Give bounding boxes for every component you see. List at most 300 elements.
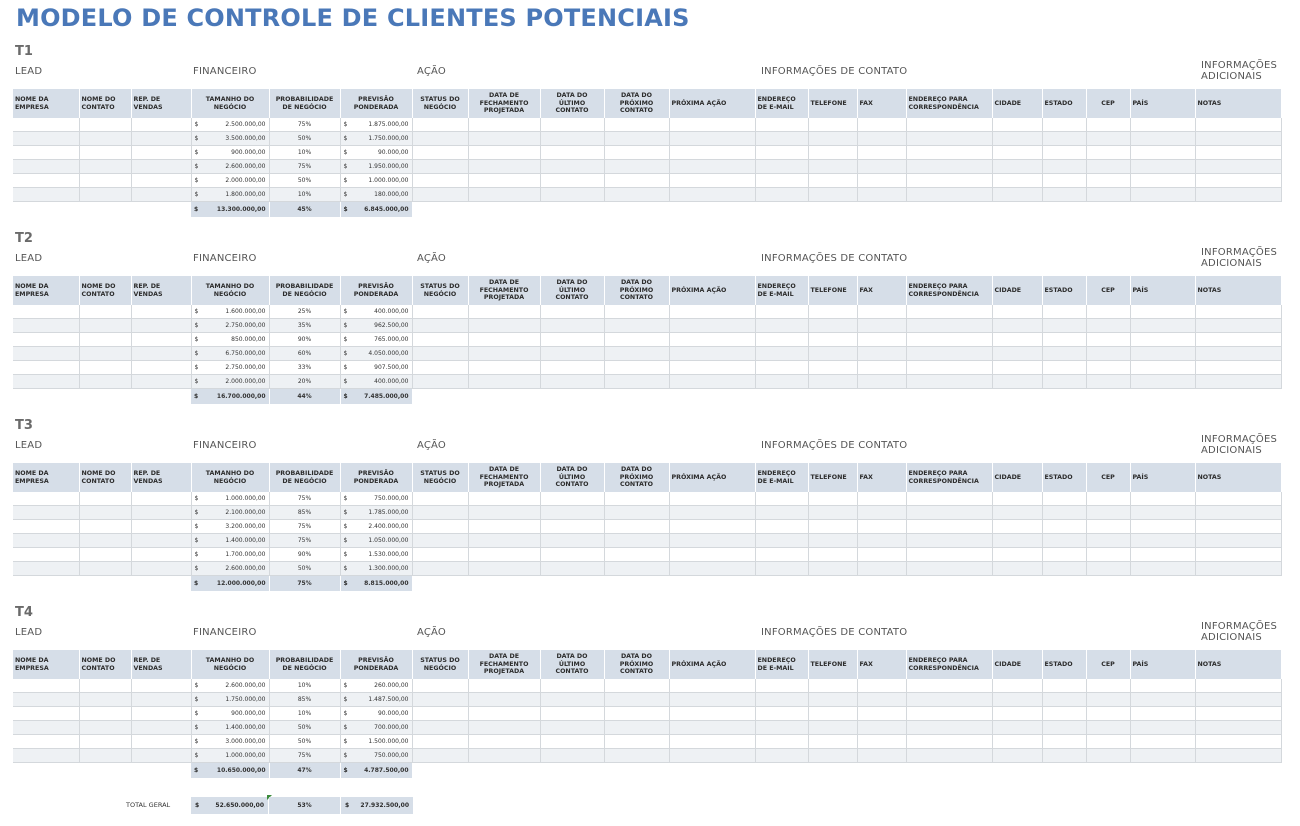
status-cell[interactable] bbox=[412, 375, 468, 389]
contact-cell[interactable] bbox=[79, 118, 131, 132]
sales-rep-cell[interactable] bbox=[131, 707, 191, 721]
contact-cell[interactable] bbox=[79, 679, 131, 693]
next-contact-cell[interactable] bbox=[604, 707, 669, 721]
deal-size-cell[interactable] bbox=[191, 492, 269, 506]
column-header-last-contact[interactable]: DATA DO ÚLTIMO CONTATO bbox=[540, 463, 604, 492]
column-header-company[interactable]: NOME DA EMPRESA bbox=[13, 463, 79, 492]
city-cell[interactable] bbox=[992, 146, 1042, 160]
status-cell[interactable] bbox=[412, 548, 468, 562]
state-cell[interactable] bbox=[1042, 333, 1086, 347]
fax-cell[interactable] bbox=[857, 520, 906, 534]
deal-size-cell[interactable] bbox=[191, 721, 269, 735]
notes-cell[interactable] bbox=[1195, 132, 1281, 146]
company-cell[interactable] bbox=[13, 679, 79, 693]
country-cell[interactable] bbox=[1130, 506, 1195, 520]
company-cell[interactable] bbox=[13, 693, 79, 707]
column-header-next-contact[interactable]: DATA DO PRÓXIMO CONTATO bbox=[604, 89, 669, 118]
email-cell[interactable] bbox=[755, 146, 808, 160]
total-forecast-cell[interactable] bbox=[340, 202, 412, 218]
phone-cell[interactable] bbox=[808, 721, 857, 735]
fax-cell[interactable] bbox=[857, 188, 906, 202]
total-forecast-cell[interactable] bbox=[340, 763, 412, 779]
fax-cell[interactable] bbox=[857, 160, 906, 174]
mail-address-cell[interactable] bbox=[906, 735, 992, 749]
notes-cell[interactable] bbox=[1195, 492, 1281, 506]
next-action-cell[interactable] bbox=[669, 146, 755, 160]
column-header-last-contact[interactable]: DATA DO ÚLTIMO CONTATO bbox=[540, 276, 604, 305]
city-cell[interactable] bbox=[992, 520, 1042, 534]
email-cell[interactable] bbox=[755, 347, 808, 361]
next-contact-cell[interactable] bbox=[604, 118, 669, 132]
forecast-cell[interactable] bbox=[340, 693, 412, 707]
deal-size-cell[interactable] bbox=[191, 146, 269, 160]
column-header-city[interactable]: CIDADE bbox=[992, 89, 1042, 118]
forecast-cell[interactable] bbox=[340, 707, 412, 721]
next-contact-cell[interactable] bbox=[604, 749, 669, 763]
phone-cell[interactable] bbox=[808, 188, 857, 202]
phone-cell[interactable] bbox=[808, 375, 857, 389]
close-date-cell[interactable] bbox=[468, 707, 540, 721]
close-date-cell[interactable] bbox=[468, 188, 540, 202]
contact-cell[interactable] bbox=[79, 160, 131, 174]
sales-rep-cell[interactable] bbox=[131, 347, 191, 361]
zip-cell[interactable] bbox=[1086, 735, 1130, 749]
sales-rep-cell[interactable] bbox=[131, 749, 191, 763]
last-contact-cell[interactable] bbox=[540, 562, 604, 576]
column-header-company[interactable]: NOME DA EMPRESA bbox=[13, 650, 79, 679]
close-date-cell[interactable] bbox=[468, 118, 540, 132]
column-header-phone[interactable]: TELEFONE bbox=[808, 89, 857, 118]
column-header-company[interactable]: NOME DA EMPRESA bbox=[13, 276, 79, 305]
probability-cell[interactable]: 10% bbox=[269, 146, 340, 160]
email-cell[interactable] bbox=[755, 305, 808, 319]
email-cell[interactable] bbox=[755, 534, 808, 548]
sales-rep-cell[interactable] bbox=[131, 492, 191, 506]
contact-cell[interactable] bbox=[79, 562, 131, 576]
forecast-cell[interactable] bbox=[340, 333, 412, 347]
sales-rep-cell[interactable] bbox=[131, 160, 191, 174]
column-header-next-contact[interactable]: DATA DO PRÓXIMO CONTATO bbox=[604, 650, 669, 679]
deal-size-cell[interactable] bbox=[191, 693, 269, 707]
country-cell[interactable] bbox=[1130, 707, 1195, 721]
email-cell[interactable] bbox=[755, 132, 808, 146]
next-contact-cell[interactable] bbox=[604, 188, 669, 202]
probability-cell[interactable]: 75% bbox=[269, 520, 340, 534]
mail-address-cell[interactable] bbox=[906, 118, 992, 132]
notes-cell[interactable] bbox=[1195, 506, 1281, 520]
sales-rep-cell[interactable] bbox=[131, 506, 191, 520]
city-cell[interactable] bbox=[992, 174, 1042, 188]
city-cell[interactable] bbox=[992, 319, 1042, 333]
mail-address-cell[interactable] bbox=[906, 132, 992, 146]
sales-rep-cell[interactable] bbox=[131, 534, 191, 548]
forecast-cell[interactable] bbox=[340, 679, 412, 693]
state-cell[interactable] bbox=[1042, 749, 1086, 763]
column-header-deal-size[interactable]: TAMANHO DO NEGÓCIO bbox=[191, 89, 269, 118]
email-cell[interactable] bbox=[755, 492, 808, 506]
contact-cell[interactable] bbox=[79, 347, 131, 361]
column-header-deal-size[interactable]: TAMANHO DO NEGÓCIO bbox=[191, 276, 269, 305]
next-contact-cell[interactable] bbox=[604, 375, 669, 389]
column-header-sales-rep[interactable]: REP. DE VENDAS bbox=[131, 89, 191, 118]
sales-rep-cell[interactable] bbox=[131, 305, 191, 319]
city-cell[interactable] bbox=[992, 188, 1042, 202]
forecast-cell[interactable] bbox=[340, 361, 412, 375]
forecast-cell[interactable] bbox=[340, 492, 412, 506]
mail-address-cell[interactable] bbox=[906, 160, 992, 174]
deal-size-cell[interactable] bbox=[191, 506, 269, 520]
forecast-cell[interactable] bbox=[340, 118, 412, 132]
company-cell[interactable] bbox=[13, 132, 79, 146]
deal-size-cell[interactable] bbox=[191, 735, 269, 749]
company-cell[interactable] bbox=[13, 160, 79, 174]
column-header-status[interactable]: STATUS DO NEGÓCIO bbox=[412, 276, 468, 305]
zip-cell[interactable] bbox=[1086, 333, 1130, 347]
contact-cell[interactable] bbox=[79, 749, 131, 763]
deal-size-cell[interactable] bbox=[191, 174, 269, 188]
city-cell[interactable] bbox=[992, 361, 1042, 375]
sales-rep-cell[interactable] bbox=[131, 132, 191, 146]
contact-cell[interactable] bbox=[79, 174, 131, 188]
total-prob-cell[interactable]: 47% bbox=[269, 763, 340, 779]
next-contact-cell[interactable] bbox=[604, 347, 669, 361]
deal-size-cell[interactable] bbox=[191, 375, 269, 389]
email-cell[interactable] bbox=[755, 333, 808, 347]
last-contact-cell[interactable] bbox=[540, 506, 604, 520]
city-cell[interactable] bbox=[992, 305, 1042, 319]
state-cell[interactable] bbox=[1042, 506, 1086, 520]
column-header-close-date[interactable]: DATA DE FECHAMENTO PROJETADA bbox=[468, 650, 540, 679]
column-header-deal-size[interactable]: TAMANHO DO NEGÓCIO bbox=[191, 463, 269, 492]
next-action-cell[interactable] bbox=[669, 562, 755, 576]
fax-cell[interactable] bbox=[857, 693, 906, 707]
contact-cell[interactable] bbox=[79, 693, 131, 707]
status-cell[interactable] bbox=[412, 721, 468, 735]
mail-address-cell[interactable] bbox=[906, 562, 992, 576]
forecast-cell[interactable] bbox=[340, 188, 412, 202]
fax-cell[interactable] bbox=[857, 333, 906, 347]
column-header-close-date[interactable]: DATA DE FECHAMENTO PROJETADA bbox=[468, 89, 540, 118]
email-cell[interactable] bbox=[755, 361, 808, 375]
probability-cell[interactable]: 85% bbox=[269, 506, 340, 520]
contact-cell[interactable] bbox=[79, 492, 131, 506]
close-date-cell[interactable] bbox=[468, 693, 540, 707]
notes-cell[interactable] bbox=[1195, 361, 1281, 375]
probability-cell[interactable]: 50% bbox=[269, 735, 340, 749]
close-date-cell[interactable] bbox=[468, 174, 540, 188]
column-header-city[interactable]: CIDADE bbox=[992, 276, 1042, 305]
contact-cell[interactable] bbox=[79, 188, 131, 202]
company-cell[interactable] bbox=[13, 707, 79, 721]
last-contact-cell[interactable] bbox=[540, 679, 604, 693]
next-contact-cell[interactable] bbox=[604, 146, 669, 160]
fax-cell[interactable] bbox=[857, 319, 906, 333]
sales-rep-cell[interactable] bbox=[131, 548, 191, 562]
email-cell[interactable] bbox=[755, 562, 808, 576]
zip-cell[interactable] bbox=[1086, 375, 1130, 389]
mail-address-cell[interactable] bbox=[906, 492, 992, 506]
country-cell[interactable] bbox=[1130, 174, 1195, 188]
state-cell[interactable] bbox=[1042, 735, 1086, 749]
phone-cell[interactable] bbox=[808, 679, 857, 693]
sales-rep-cell[interactable] bbox=[131, 562, 191, 576]
country-cell[interactable] bbox=[1130, 735, 1195, 749]
zip-cell[interactable] bbox=[1086, 749, 1130, 763]
deal-size-cell[interactable] bbox=[191, 679, 269, 693]
last-contact-cell[interactable] bbox=[540, 347, 604, 361]
forecast-cell[interactable] bbox=[340, 749, 412, 763]
next-contact-cell[interactable] bbox=[604, 132, 669, 146]
column-header-forecast[interactable]: PREVISÃO PONDERADA bbox=[340, 276, 412, 305]
status-cell[interactable] bbox=[412, 562, 468, 576]
notes-cell[interactable] bbox=[1195, 520, 1281, 534]
column-header-next-contact[interactable]: DATA DO PRÓXIMO CONTATO bbox=[604, 276, 669, 305]
next-contact-cell[interactable] bbox=[604, 160, 669, 174]
total-deal-cell[interactable] bbox=[191, 763, 269, 779]
next-contact-cell[interactable] bbox=[604, 548, 669, 562]
status-cell[interactable] bbox=[412, 679, 468, 693]
phone-cell[interactable] bbox=[808, 707, 857, 721]
country-cell[interactable] bbox=[1130, 146, 1195, 160]
next-action-cell[interactable] bbox=[669, 118, 755, 132]
next-contact-cell[interactable] bbox=[604, 693, 669, 707]
notes-cell[interactable] bbox=[1195, 188, 1281, 202]
fax-cell[interactable] bbox=[857, 506, 906, 520]
city-cell[interactable] bbox=[992, 548, 1042, 562]
zip-cell[interactable] bbox=[1086, 679, 1130, 693]
company-cell[interactable] bbox=[13, 548, 79, 562]
country-cell[interactable] bbox=[1130, 721, 1195, 735]
company-cell[interactable] bbox=[13, 492, 79, 506]
next-action-cell[interactable] bbox=[669, 361, 755, 375]
fax-cell[interactable] bbox=[857, 305, 906, 319]
zip-cell[interactable] bbox=[1086, 160, 1130, 174]
deal-size-cell[interactable] bbox=[191, 333, 269, 347]
city-cell[interactable] bbox=[992, 534, 1042, 548]
email-cell[interactable] bbox=[755, 735, 808, 749]
zip-cell[interactable] bbox=[1086, 548, 1130, 562]
probability-cell[interactable]: 10% bbox=[269, 188, 340, 202]
column-header-zip[interactable]: CEP bbox=[1086, 276, 1130, 305]
zip-cell[interactable] bbox=[1086, 721, 1130, 735]
probability-cell[interactable]: 90% bbox=[269, 548, 340, 562]
mail-address-cell[interactable] bbox=[906, 146, 992, 160]
probability-cell[interactable]: 50% bbox=[269, 174, 340, 188]
probability-cell[interactable]: 85% bbox=[269, 693, 340, 707]
close-date-cell[interactable] bbox=[468, 160, 540, 174]
country-cell[interactable] bbox=[1130, 188, 1195, 202]
forecast-cell[interactable] bbox=[340, 146, 412, 160]
phone-cell[interactable] bbox=[808, 492, 857, 506]
status-cell[interactable] bbox=[412, 146, 468, 160]
last-contact-cell[interactable] bbox=[540, 132, 604, 146]
column-header-probability[interactable]: PROBABILIDADE DE NEGÓCIO bbox=[269, 463, 340, 492]
sales-rep-cell[interactable] bbox=[131, 188, 191, 202]
phone-cell[interactable] bbox=[808, 735, 857, 749]
column-header-zip[interactable]: CEP bbox=[1086, 463, 1130, 492]
phone-cell[interactable] bbox=[808, 548, 857, 562]
city-cell[interactable] bbox=[992, 679, 1042, 693]
email-cell[interactable] bbox=[755, 319, 808, 333]
mail-address-cell[interactable] bbox=[906, 679, 992, 693]
state-cell[interactable] bbox=[1042, 132, 1086, 146]
last-contact-cell[interactable] bbox=[540, 735, 604, 749]
column-header-city[interactable]: CIDADE bbox=[992, 463, 1042, 492]
zip-cell[interactable] bbox=[1086, 146, 1130, 160]
country-cell[interactable] bbox=[1130, 534, 1195, 548]
fax-cell[interactable] bbox=[857, 146, 906, 160]
country-cell[interactable] bbox=[1130, 305, 1195, 319]
next-contact-cell[interactable] bbox=[604, 721, 669, 735]
deal-size-cell[interactable] bbox=[191, 707, 269, 721]
deal-size-cell[interactable] bbox=[191, 548, 269, 562]
contact-cell[interactable] bbox=[79, 375, 131, 389]
last-contact-cell[interactable] bbox=[540, 146, 604, 160]
next-contact-cell[interactable] bbox=[604, 305, 669, 319]
phone-cell[interactable] bbox=[808, 361, 857, 375]
next-action-cell[interactable] bbox=[669, 548, 755, 562]
close-date-cell[interactable] bbox=[468, 749, 540, 763]
deal-size-cell[interactable] bbox=[191, 534, 269, 548]
email-cell[interactable] bbox=[755, 693, 808, 707]
status-cell[interactable] bbox=[412, 132, 468, 146]
column-header-state[interactable]: ESTADO bbox=[1042, 463, 1086, 492]
column-header-probability[interactable]: PROBABILIDADE DE NEGÓCIO bbox=[269, 650, 340, 679]
next-action-cell[interactable] bbox=[669, 721, 755, 735]
email-cell[interactable] bbox=[755, 375, 808, 389]
company-cell[interactable] bbox=[13, 534, 79, 548]
email-cell[interactable] bbox=[755, 118, 808, 132]
forecast-cell[interactable] bbox=[340, 506, 412, 520]
status-cell[interactable] bbox=[412, 305, 468, 319]
zip-cell[interactable] bbox=[1086, 319, 1130, 333]
email-cell[interactable] bbox=[755, 679, 808, 693]
fax-cell[interactable] bbox=[857, 361, 906, 375]
close-date-cell[interactable] bbox=[468, 333, 540, 347]
forecast-cell[interactable] bbox=[340, 562, 412, 576]
fax-cell[interactable] bbox=[857, 548, 906, 562]
contact-cell[interactable] bbox=[79, 305, 131, 319]
country-cell[interactable] bbox=[1130, 749, 1195, 763]
country-cell[interactable] bbox=[1130, 375, 1195, 389]
close-date-cell[interactable] bbox=[468, 721, 540, 735]
column-header-notes[interactable]: NOTAS bbox=[1195, 276, 1281, 305]
column-header-state[interactable]: ESTADO bbox=[1042, 89, 1086, 118]
next-action-cell[interactable] bbox=[669, 735, 755, 749]
zip-cell[interactable] bbox=[1086, 693, 1130, 707]
column-header-last-contact[interactable]: DATA DO ÚLTIMO CONTATO bbox=[540, 650, 604, 679]
probability-cell[interactable]: 10% bbox=[269, 707, 340, 721]
forecast-cell[interactable] bbox=[340, 174, 412, 188]
sales-rep-cell[interactable] bbox=[131, 319, 191, 333]
column-header-forecast[interactable]: PREVISÃO PONDERADA bbox=[340, 463, 412, 492]
contact-cell[interactable] bbox=[79, 146, 131, 160]
email-cell[interactable] bbox=[755, 160, 808, 174]
notes-cell[interactable] bbox=[1195, 693, 1281, 707]
notes-cell[interactable] bbox=[1195, 375, 1281, 389]
country-cell[interactable] bbox=[1130, 319, 1195, 333]
last-contact-cell[interactable] bbox=[540, 548, 604, 562]
column-header-contact[interactable]: NOME DO CONTATO bbox=[79, 276, 131, 305]
city-cell[interactable] bbox=[992, 118, 1042, 132]
column-header-mail-address[interactable]: ENDEREÇO PARA CORRESPONDÊNCIA bbox=[906, 276, 992, 305]
state-cell[interactable] bbox=[1042, 679, 1086, 693]
column-header-next-action[interactable]: PRÓXIMA AÇÃO bbox=[669, 89, 755, 118]
column-header-next-action[interactable]: PRÓXIMA AÇÃO bbox=[669, 276, 755, 305]
column-header-close-date[interactable]: DATA DE FECHAMENTO PROJETADA bbox=[468, 463, 540, 492]
company-cell[interactable] bbox=[13, 735, 79, 749]
state-cell[interactable] bbox=[1042, 492, 1086, 506]
probability-cell[interactable]: 20% bbox=[269, 375, 340, 389]
state-cell[interactable] bbox=[1042, 520, 1086, 534]
total-deal-cell[interactable] bbox=[191, 202, 269, 218]
city-cell[interactable] bbox=[992, 132, 1042, 146]
close-date-cell[interactable] bbox=[468, 361, 540, 375]
column-header-forecast[interactable]: PREVISÃO PONDERADA bbox=[340, 89, 412, 118]
email-cell[interactable] bbox=[755, 506, 808, 520]
contact-cell[interactable] bbox=[79, 735, 131, 749]
status-cell[interactable] bbox=[412, 333, 468, 347]
city-cell[interactable] bbox=[992, 735, 1042, 749]
email-cell[interactable] bbox=[755, 548, 808, 562]
notes-cell[interactable] bbox=[1195, 749, 1281, 763]
company-cell[interactable] bbox=[13, 347, 79, 361]
next-action-cell[interactable] bbox=[669, 319, 755, 333]
state-cell[interactable] bbox=[1042, 693, 1086, 707]
column-header-notes[interactable]: NOTAS bbox=[1195, 463, 1281, 492]
forecast-cell[interactable] bbox=[340, 520, 412, 534]
column-header-mail-address[interactable]: ENDEREÇO PARA CORRESPONDÊNCIA bbox=[906, 650, 992, 679]
close-date-cell[interactable] bbox=[468, 562, 540, 576]
sales-rep-cell[interactable] bbox=[131, 375, 191, 389]
column-header-city[interactable]: CIDADE bbox=[992, 650, 1042, 679]
column-header-probability[interactable]: PROBABILIDADE DE NEGÓCIO bbox=[269, 276, 340, 305]
city-cell[interactable] bbox=[992, 333, 1042, 347]
column-header-email[interactable]: ENDEREÇO DE E-MAIL bbox=[755, 650, 808, 679]
sales-rep-cell[interactable] bbox=[131, 361, 191, 375]
fax-cell[interactable] bbox=[857, 707, 906, 721]
state-cell[interactable] bbox=[1042, 562, 1086, 576]
close-date-cell[interactable] bbox=[468, 146, 540, 160]
mail-address-cell[interactable] bbox=[906, 174, 992, 188]
status-cell[interactable] bbox=[412, 319, 468, 333]
deal-size-cell[interactable] bbox=[191, 319, 269, 333]
column-header-status[interactable]: STATUS DO NEGÓCIO bbox=[412, 89, 468, 118]
contact-cell[interactable] bbox=[79, 520, 131, 534]
mail-address-cell[interactable] bbox=[906, 188, 992, 202]
city-cell[interactable] bbox=[992, 721, 1042, 735]
company-cell[interactable] bbox=[13, 188, 79, 202]
forecast-cell[interactable] bbox=[340, 375, 412, 389]
column-header-close-date[interactable]: DATA DE FECHAMENTO PROJETADA bbox=[468, 276, 540, 305]
city-cell[interactable] bbox=[992, 506, 1042, 520]
forecast-cell[interactable] bbox=[340, 548, 412, 562]
mail-address-cell[interactable] bbox=[906, 707, 992, 721]
country-cell[interactable] bbox=[1130, 679, 1195, 693]
contact-cell[interactable] bbox=[79, 534, 131, 548]
total-deal-cell[interactable] bbox=[191, 389, 269, 405]
contact-cell[interactable] bbox=[79, 333, 131, 347]
column-header-country[interactable]: PAÍS bbox=[1130, 89, 1195, 118]
sales-rep-cell[interactable] bbox=[131, 721, 191, 735]
next-action-cell[interactable] bbox=[669, 506, 755, 520]
probability-cell[interactable]: 75% bbox=[269, 749, 340, 763]
column-header-status[interactable]: STATUS DO NEGÓCIO bbox=[412, 463, 468, 492]
zip-cell[interactable] bbox=[1086, 305, 1130, 319]
column-header-forecast[interactable]: PREVISÃO PONDERADA bbox=[340, 650, 412, 679]
total-deal-cell[interactable] bbox=[191, 576, 269, 592]
column-header-state[interactable]: ESTADO bbox=[1042, 276, 1086, 305]
